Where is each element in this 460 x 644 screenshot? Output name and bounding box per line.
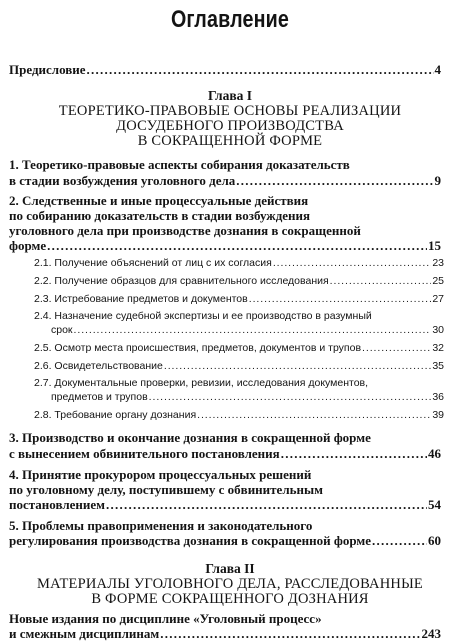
toc-entry-line: Новые издания по дисциплине «Уголовный процесс» bbox=[9, 611, 322, 626]
dot-leader bbox=[106, 497, 427, 513]
toc-entry-subsection-2-8[interactable] bbox=[34, 409, 444, 421]
toc-entry-line: уголовного дела при производстве дознания в сокращенной bbox=[9, 223, 361, 238]
toc-page-number: 46 bbox=[428, 446, 441, 461]
toc-entry-line: 2.4. Назначение судебной экспертизы и ее производство в разумный bbox=[34, 310, 372, 322]
toc-page-number: 54 bbox=[428, 497, 441, 512]
chapter-title-line: ТЕОРЕТИКО-ПРАВОВЫЕ ОСНОВЫ РЕАЛИЗАЦИИ bbox=[58, 103, 402, 119]
toc-entry-text: с вынесением обвинительного постановления bbox=[9, 446, 280, 461]
chapter-title-line: МАТЕРИАЛЫ УГОЛОВНОГО ДЕЛА, РАССЛЕДОВАННЫЕ bbox=[37, 576, 423, 592]
toc-entry-line: по собиранию доказательств в стадии возбуждения bbox=[9, 208, 311, 223]
toc-entry-subsection-2-3[interactable] bbox=[34, 293, 444, 305]
toc-entry-text: и смежным дисциплинам bbox=[9, 626, 160, 641]
page-title: Оглавление bbox=[170, 6, 290, 33]
toc-entry-section-5[interactable] bbox=[9, 533, 441, 549]
toc-page-number: 9 bbox=[434, 173, 441, 188]
toc-page-number: 60 bbox=[428, 533, 441, 548]
dot-leader bbox=[330, 275, 432, 287]
dot-leader bbox=[249, 293, 432, 305]
toc-entry-subsection-2-6[interactable] bbox=[34, 360, 444, 372]
toc-page-number: 32 bbox=[432, 342, 444, 354]
toc-entry-section-3[interactable] bbox=[9, 446, 441, 462]
toc-page-number: 39 bbox=[432, 409, 444, 421]
toc-entry-line: по уголовному делу, поступившему с обвинительным bbox=[9, 482, 323, 497]
toc-page-number: 15 bbox=[428, 238, 441, 253]
dot-leader bbox=[164, 360, 431, 372]
toc-entry-text: 2.6. Освидетельствование bbox=[34, 360, 163, 372]
dot-leader bbox=[74, 324, 432, 336]
chapter-label: Глава I bbox=[207, 88, 253, 103]
toc-page-number: 27 bbox=[432, 293, 444, 305]
toc-entry-line: 2.7. Документальные проверки, ревизии, исследования документов, bbox=[34, 377, 369, 389]
dot-leader bbox=[362, 342, 431, 354]
toc-entry-text: Предисловие bbox=[9, 62, 86, 77]
dot-leader bbox=[273, 257, 431, 269]
chapter-title-line: ДОСУДЕБНОГО ПРОИЗВОДСТВА bbox=[116, 118, 344, 134]
toc-entry-preface[interactable] bbox=[9, 62, 441, 78]
toc-entry-subsection-2-1[interactable] bbox=[34, 257, 444, 269]
toc-entry-section-1[interactable] bbox=[9, 173, 441, 189]
toc-page-number: 4 bbox=[434, 62, 441, 77]
dot-leader bbox=[281, 446, 427, 462]
toc-entry-line: 2. Следственные и иные процессуальные действия bbox=[9, 193, 309, 208]
toc-entry-line: 1. Теоретико-правовые аспекты собирания доказательств bbox=[9, 157, 350, 172]
toc-entry-subsection-2-7[interactable] bbox=[51, 391, 444, 403]
dot-leader bbox=[197, 409, 431, 421]
toc-page-number: 35 bbox=[432, 360, 444, 372]
toc-entry-subsection-2-4[interactable] bbox=[51, 324, 444, 336]
toc-entry-text: регулирования производства дознания в сокращенной форме bbox=[9, 533, 371, 548]
toc-entry-text: форме bbox=[9, 238, 47, 253]
toc-entry-text: 2.2. Получение образцов для сравнительного исследования bbox=[34, 275, 329, 287]
dot-leader bbox=[47, 238, 427, 254]
chapter-title-line: В СОКРАЩЕННОЙ ФОРМЕ bbox=[137, 133, 323, 149]
toc-page-number: 30 bbox=[432, 324, 444, 336]
toc-entry-text: срок bbox=[51, 324, 73, 336]
dot-leader bbox=[372, 533, 427, 549]
toc-entry-line: 3. Производство и окончание дознания в сокращенной форме bbox=[9, 430, 371, 445]
toc-page-number: 25 bbox=[432, 275, 444, 287]
toc-entry-section-2[interactable] bbox=[9, 238, 441, 254]
toc-page-number: 243 bbox=[421, 626, 441, 641]
dot-leader bbox=[149, 391, 432, 403]
toc-page-number: 23 bbox=[432, 257, 444, 269]
toc-entry-text: предметов и трупов bbox=[51, 391, 148, 403]
dot-leader bbox=[236, 173, 433, 189]
toc-entry-line: 4. Принятие прокурором процессуальных решений bbox=[9, 467, 312, 482]
dot-leader bbox=[87, 62, 434, 78]
toc-entry-text: 2.5. Осмотр места происшествия, предметов, документов и трупов bbox=[34, 342, 362, 354]
chapter-label: Глава II bbox=[205, 561, 255, 576]
chapter-title-line: В ФОРМЕ СОКРАЩЕННОГО ДОЗНАНИЯ bbox=[91, 591, 369, 607]
toc-entry-text: постановлением bbox=[9, 497, 105, 512]
toc-entry-text: в стадии возбуждения уголовного дела bbox=[9, 173, 236, 188]
toc-page-number: 36 bbox=[432, 391, 444, 403]
toc-entry-text: 2.3. Истребование предметов и документов bbox=[34, 293, 248, 305]
toc-entry-line: 5. Проблемы правоприменения и законодательного bbox=[9, 518, 313, 533]
toc-entry-subsection-2-5[interactable] bbox=[34, 342, 444, 354]
toc-entry-text: 2.1. Получение объяснений от лиц с их согласия bbox=[34, 257, 272, 269]
toc-entry-subsection-2-2[interactable] bbox=[34, 275, 444, 287]
toc-entry-text: 2.8. Требование органу дознания bbox=[34, 409, 197, 421]
toc-entry-section-4[interactable] bbox=[9, 497, 441, 513]
dot-leader bbox=[160, 626, 420, 642]
toc-entry-new-editions[interactable] bbox=[9, 626, 441, 642]
